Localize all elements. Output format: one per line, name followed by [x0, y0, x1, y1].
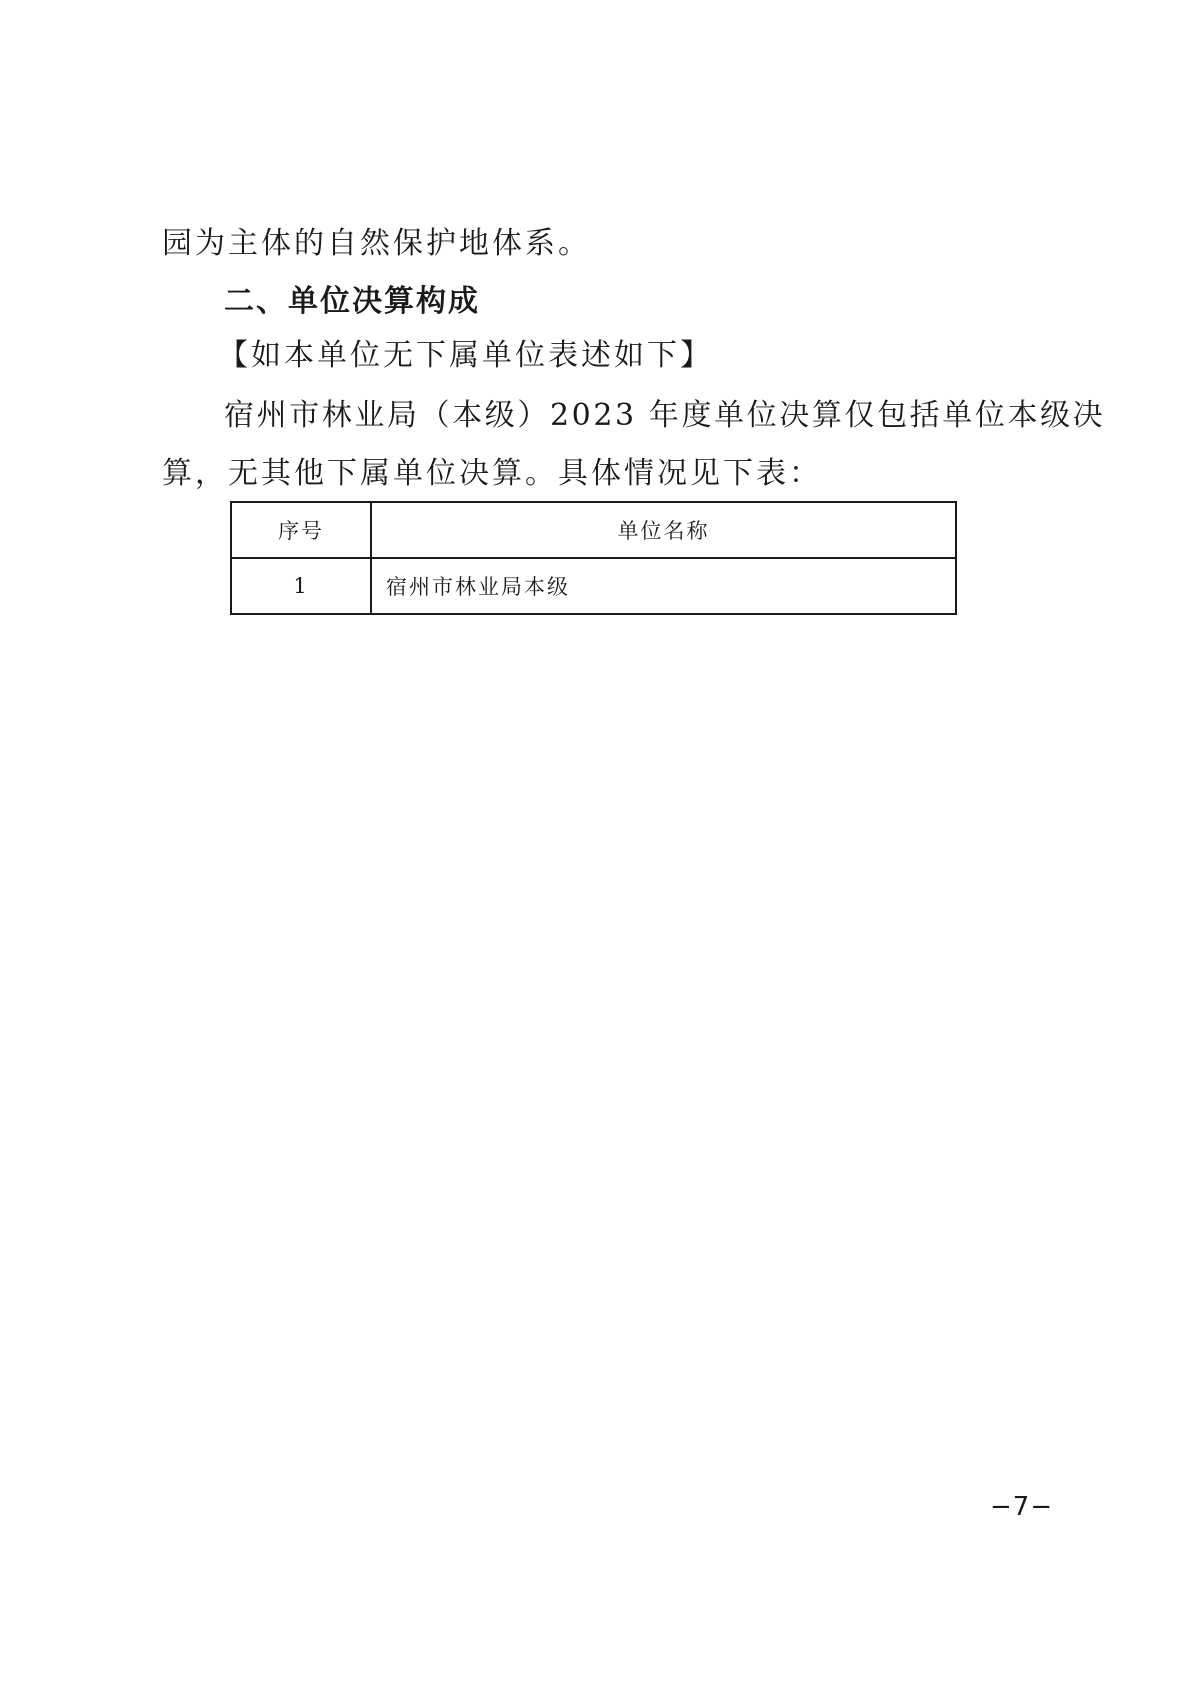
body-text-line-1: 宿州市林业局（本级）2023 年度单位决算仅包括单位本级决	[224, 398, 1106, 433]
table-cell-no: 1	[231, 558, 371, 614]
table-header-cell: 单位名称	[371, 502, 956, 558]
body-text-line-2: 算，无其他下属单位决算。具体情况见下表：	[162, 456, 822, 491]
bracket-note: 【如本单位无下属单位表述如下】	[218, 338, 713, 373]
table-row	[231, 558, 956, 614]
unit-table	[230, 501, 957, 615]
paragraph-continuation: 园为主体的自然保护地体系。	[162, 226, 591, 261]
page-number: −7−	[990, 1492, 1054, 1522]
table-header-row	[231, 502, 956, 558]
section-heading: 二、单位决算构成	[224, 284, 480, 319]
table-header-cell: 序号	[231, 502, 371, 558]
table-cell-name: 宿州市林业局本级	[371, 558, 956, 614]
